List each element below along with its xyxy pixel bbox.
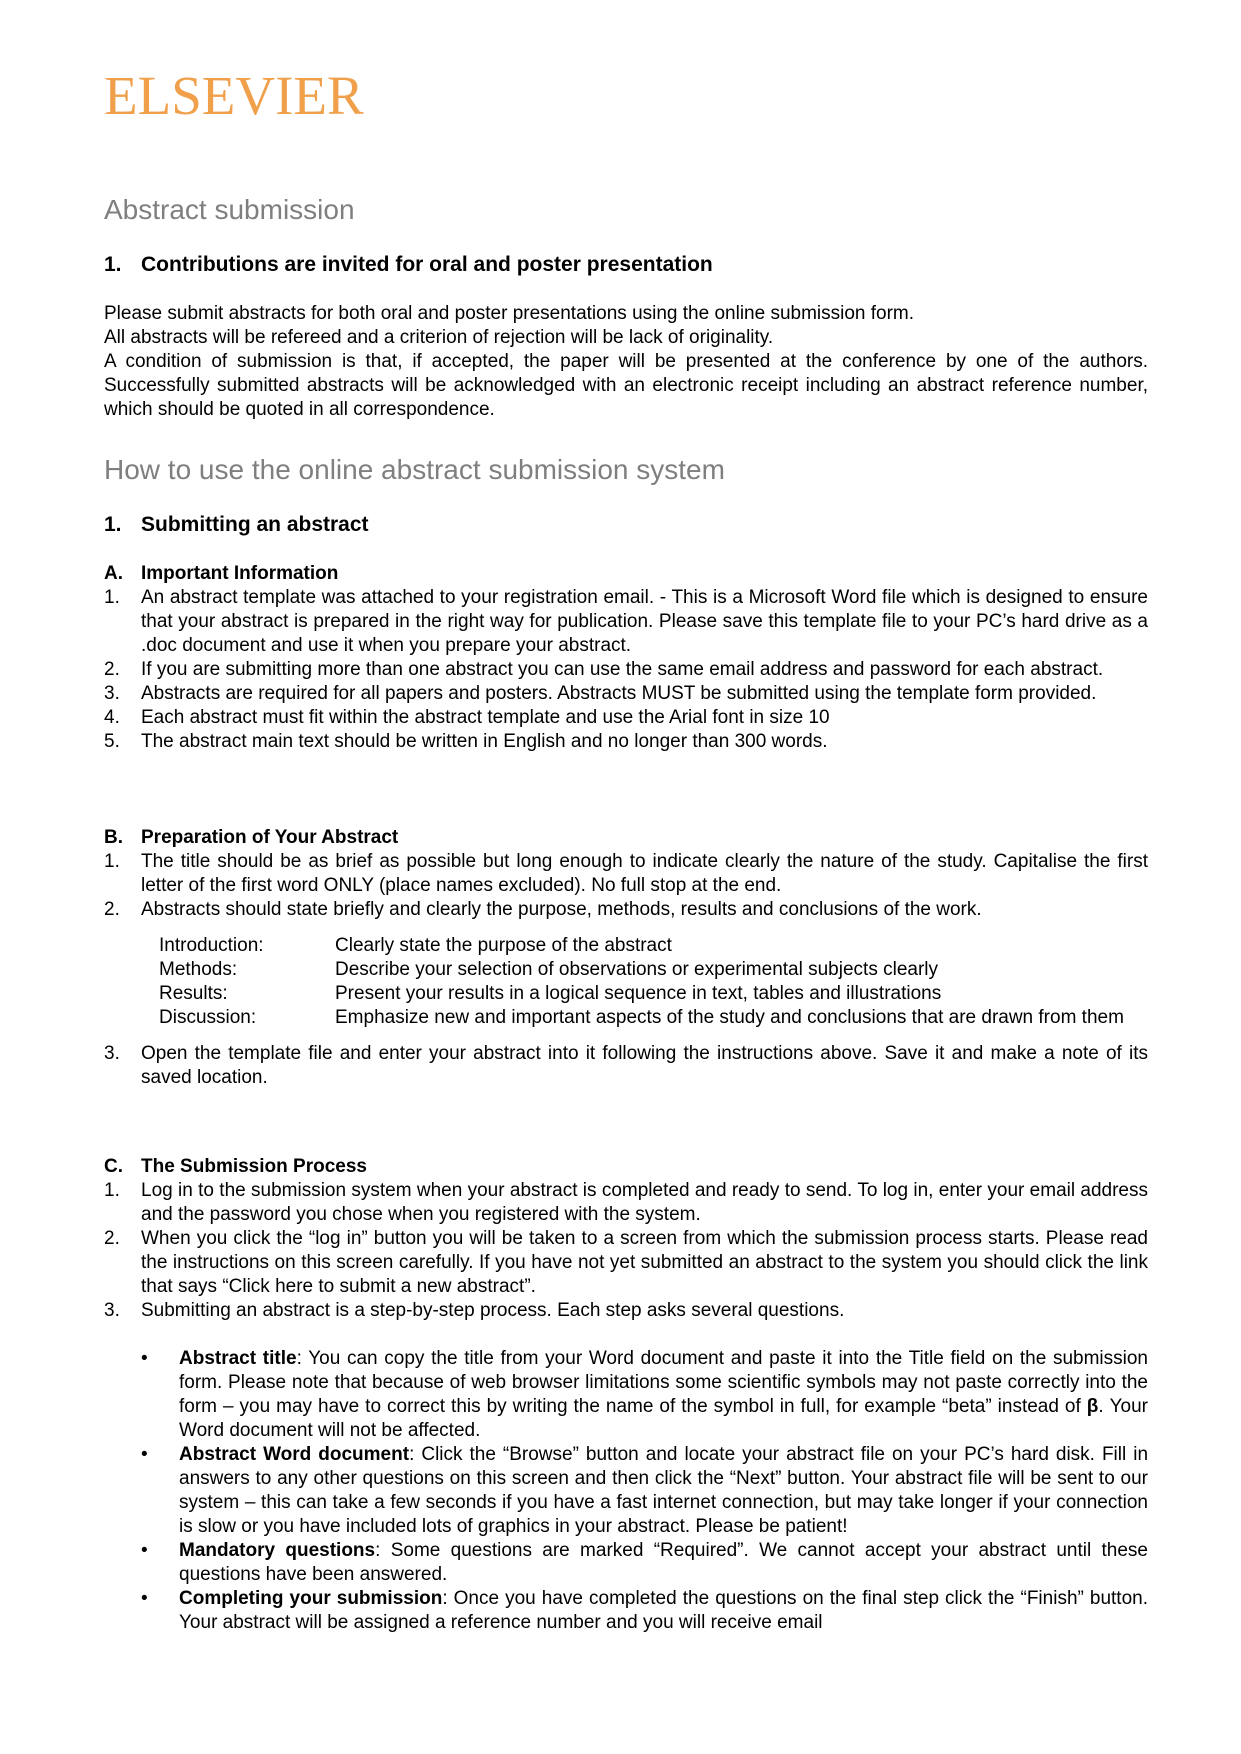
submission-process-list [104, 1179, 1148, 1323]
subsection-letter: C. [104, 1156, 123, 1177]
list-item: 2. If you are submitting more than one abstract you can use the same email address and password for each abstract. [104, 659, 1104, 680]
bullet-icon: • [141, 1588, 148, 1609]
subsection-heading-text: Preparation of Your Abstract [141, 827, 399, 848]
list-item: 1. An abstract template was attached to your registration email. - This is a Microsoft Word file which is designed to ensure that your abstract is prepared in the right way for publication. Please save this template file to your PC’s hard drive as a .doc document and use it when you prepare your abstract. [104, 587, 1148, 656]
subsection-a [104, 562, 1148, 754]
subsection-c-heading [104, 1155, 1148, 1179]
subsection-letter: B. [104, 827, 123, 848]
paragraph: A condition of submission is that, if accepted, the paper will be presented at the conference by one of the authors. Successfully submitted abstracts will be acknowledged with an electronic receipt including an abstract reference number, which should be quoted in all correspondence. [104, 351, 1148, 420]
elsevier-logo: ELSEVIER [104, 65, 364, 126]
list-item: 3. Submitting an abstract is a step-by-step process. Each step asks several questions. [104, 1300, 845, 1321]
paragraph: All abstracts will be refereed and a criterion of rejection will be lack of originality. [104, 327, 774, 348]
list-item: 1. Log in to the submission system when your abstract is completed and ready to send. To log in, enter your email address and the password you chose when you registered with the system. [104, 1180, 1148, 1225]
bullet-item: • Abstract Word document: Click the “Browse” button and locate your abstract file on your PC’s hard disk. Fill in answers to any other questions on this screen and then click the “Next” button. Your abstract file will be sent to our system – this can take a few seconds if you have a fast internet connection, but may take longer if your connection is slow or you have included lots of graphics in your abstract. Please be patient! [141, 1444, 1149, 1537]
subsection-b [104, 826, 1148, 1090]
definition-row: Introduction: Clearly state the purpose of the abstract [159, 935, 672, 956]
important-info-list [104, 586, 1148, 754]
heading-text: Contributions are invited for oral and poster presentation [141, 253, 713, 276]
section1-item-heading [104, 252, 713, 278]
subsection-heading-text: Important Information [141, 563, 339, 584]
list-item: 1. The title should be as brief as possible but long enough to indicate clearly the nature of the study. Capitalise the first letter of the first word ONLY (place names excluded). No full stop at the end. [104, 851, 1148, 896]
bullet-icon: • [141, 1540, 148, 1561]
bullet-item: • Completing your submission: Once you have completed the questions on the final step click the “Finish” button. Your abstract will be assigned a reference number and you will receive email [141, 1588, 1148, 1633]
list-item: 5. The abstract main text should be written in English and no longer than 300 words. [104, 731, 828, 752]
paragraph: Please submit abstracts for both oral and poster presentations using the online submission form. [104, 303, 915, 324]
subsection-a-heading [104, 562, 1148, 586]
bullet-item: • Abstract title: You can copy the title from your Word document and paste it into the Title field on the submission form. Please note that because of web browser limitations some scientific symbols may not paste correctly into the form – you may have to correct this by writing the name of the symbol in full, for example “beta” instead of β. Your Word document will not be affected. [141, 1348, 1148, 1441]
submission-steps-bullets [141, 1347, 1148, 1635]
definition-row: Methods: Describe your selection of observations or experimental subjects clearly [159, 959, 938, 980]
bullet-icon: • [141, 1348, 148, 1369]
list-item: 4. Each abstract must fit within the abstract template and use the Arial font in size 10 [104, 707, 830, 728]
subsection-letter: A. [104, 563, 123, 584]
heading-number: 1. [104, 513, 122, 536]
list-item: 3. Abstracts are required for all papers and posters. Abstracts MUST be submitted using the template form provided. [104, 683, 1097, 704]
list-item: 2. When you click the “log in” button you will be taken to a screen from which the submission process starts. Please read the instructions on this screen carefully. If you have not yet submitted an abstract to the system you should click the link that says “Click here to submit a new abstract”. [104, 1228, 1148, 1297]
heading-text: Submitting an abstract [141, 513, 369, 536]
section1-paragraphs [104, 302, 1148, 422]
preparation-list [104, 850, 1148, 922]
bullet-icon: • [141, 1444, 148, 1465]
section2-item-heading [104, 512, 369, 538]
bullet-item: • Mandatory questions: Some questions are marked “Required”. We cannot accept your abstract until these questions have been answered. [141, 1540, 1148, 1585]
section-title-abstract-submission: Abstract submission [104, 194, 355, 225]
abstract-structure-table [159, 934, 1148, 1030]
subsection-b-heading [104, 826, 1148, 850]
subsection-heading-text: The Submission Process [141, 1156, 367, 1177]
preparation-list-continued [104, 1042, 1148, 1090]
section-title-how-to-use: How to use the online abstract submission system [104, 454, 725, 485]
list-item: 3. Open the template file and enter your abstract into it following the instructions above. Save it and make a note of its saved location. [104, 1043, 1148, 1088]
definition-row: Results: Present your results in a logical sequence in text, tables and illustrations [159, 983, 942, 1004]
subsection-c [104, 1155, 1148, 1635]
definition-row: Discussion: Emphasize new and important aspects of the study and conclusions that are drawn from them [159, 1007, 1124, 1028]
heading-number: 1. [104, 253, 122, 276]
list-item: 2. Abstracts should state briefly and clearly the purpose, methods, results and conclusions of the work. [104, 899, 982, 920]
